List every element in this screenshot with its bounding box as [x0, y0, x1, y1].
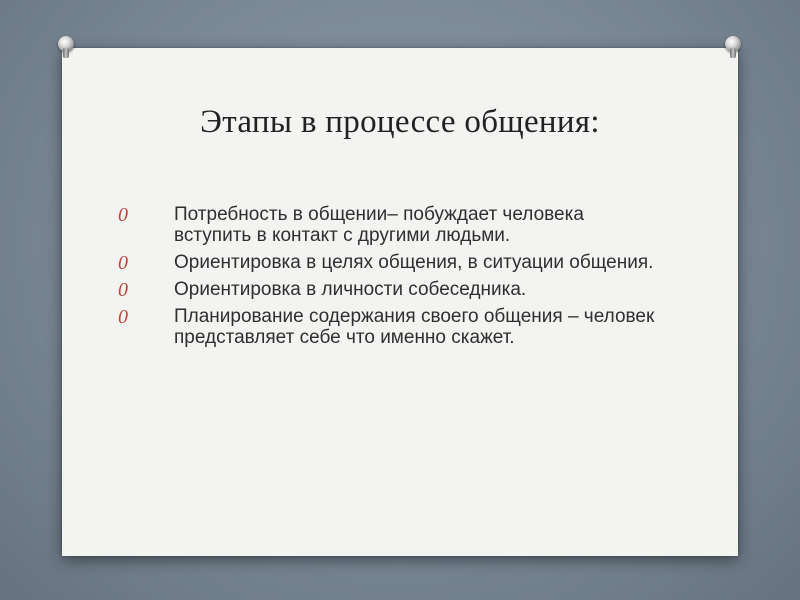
bullet-text: Ориентировка в целях общения, в ситуации общения. — [174, 252, 654, 273]
bullet-marker-icon: 0 — [118, 204, 128, 226]
pin-icon — [722, 36, 744, 58]
bullet-text: Планирование содержания своего общения – человек представляет себе что именно скажет. — [174, 306, 655, 348]
bullet-text: Ориентировка в личности собеседника. — [174, 279, 527, 300]
bullet-marker-icon: 0 — [118, 306, 128, 328]
bullet-list — [118, 204, 658, 354]
pin-icon — [55, 36, 77, 58]
bullet-text: Потребность в общении– побуждает человека вступить в контакт с другими людьми. — [174, 204, 584, 246]
bullet-item — [118, 252, 658, 273]
bullet-item — [118, 279, 658, 300]
bullet-marker-icon: 0 — [118, 252, 128, 274]
bullet-marker-icon: 0 — [118, 279, 128, 301]
slide-title: Этапы в процессе общения: — [200, 104, 600, 140]
bullet-item — [118, 204, 658, 246]
bullet-item — [118, 306, 658, 348]
